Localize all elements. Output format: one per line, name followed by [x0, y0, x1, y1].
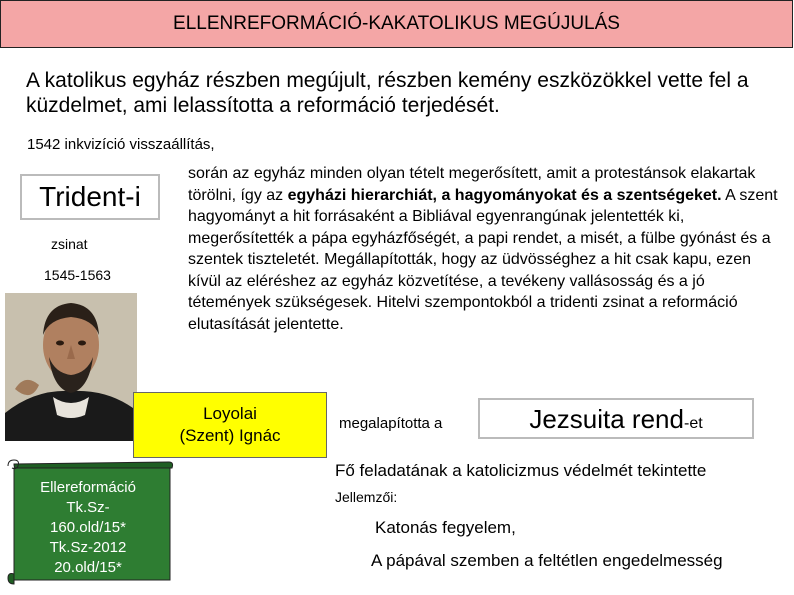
page-title-banner	[0, 0, 793, 48]
loyola-line-2: (Szent) Ignác	[179, 426, 281, 445]
council-decree-text	[188, 163, 778, 335]
reference-text	[18, 478, 158, 578]
jesuit-order-box	[478, 398, 754, 439]
feature-item-2: A pápával szemben a feltétlen engedelmesség	[371, 551, 723, 570]
council-name: Trident-i	[39, 181, 141, 212]
feature-item-1: Katonás fegyelem,	[375, 518, 516, 537]
reference-line-4: Tk.Sz-2012	[49, 539, 127, 556]
features-label: Jellemzői:	[335, 489, 398, 505]
council-name-box	[20, 174, 160, 220]
decree-part-2: A szent hagyományt a hit forrásaként a Bibliával egyenrangúnak jelentették ki, megerősítették a pápa egyházfőségét, a papi rendet, a misét, a fülbe gyónást és a szentek tiszteletét. Megállapították, hogy az üdvösséghez a hit csak kapu, ezen kívül az eléréshez az egyház közvetítése, a tevékeny vallásosság és a jó tétemények szükségesek. Hitelvi szempontokból a tridenti zsinat a reformáció elutasítását jelentette.	[188, 186, 778, 333]
jesuit-order-suffix: -et	[683, 415, 703, 432]
reference-line-5: 20.old/15*	[54, 559, 122, 576]
jesuit-order-name: Jezsuita rend	[529, 404, 684, 434]
inquisition-text: 1542 inkvizíció visszaállítás,	[27, 136, 215, 153]
portrait-image	[5, 293, 137, 441]
loyola-portrait	[5, 293, 137, 441]
reference-line-2: Tk.Sz-	[66, 499, 110, 516]
mission-text: Fő feladatának a katolicizmus védelmét tekintette	[335, 461, 707, 480]
founded-text: megalapította a	[339, 415, 443, 432]
loyola-line-1: Loyolai	[203, 404, 257, 423]
page-title: ELLENREFORMÁCIÓ-KAKATOLIKUS MEGÚJULÁS	[173, 13, 620, 34]
decree-part-1: során az egyház minden olyan tételt megerősített, amit a protestánsok elakartak törölni, így az	[188, 165, 756, 204]
council-label: zsinat	[51, 236, 88, 252]
reference-line-3: 160.old/15*	[50, 519, 126, 536]
intro-text: A katolikus egyház részben megújult, részben kemény eszközökkel vette fel a küzdelmet, ami lelassította a reformáció terjedését.	[26, 69, 749, 117]
decree-bold-1: egyházi hierarchiát, a hagyományokat és a szentségeket.	[287, 186, 722, 204]
council-years: 1545-1563	[44, 267, 111, 283]
loyola-box	[133, 392, 327, 458]
reference-line-1: Ellereformáció	[40, 479, 136, 496]
